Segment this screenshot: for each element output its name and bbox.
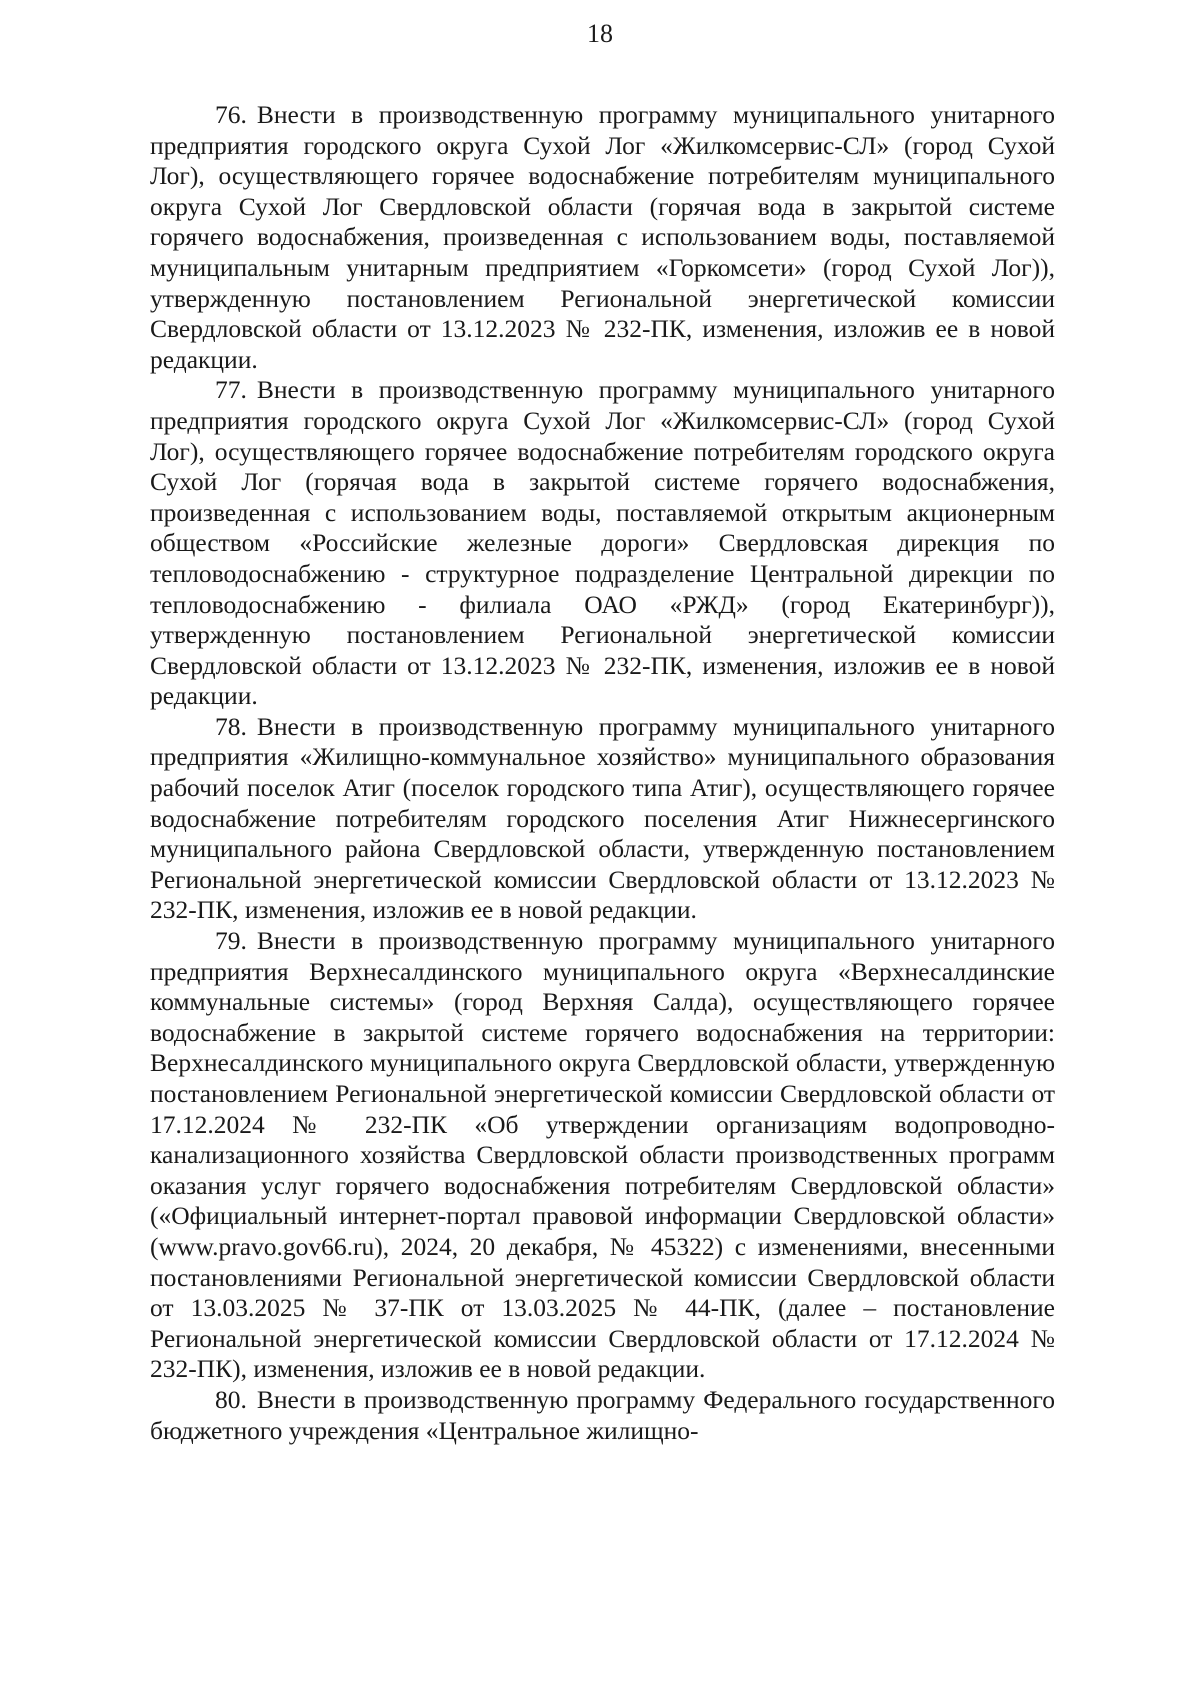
paragraph-77 (150, 375, 1055, 712)
paragraph-number: 77. (215, 375, 247, 405)
paragraph-text: Внести в производственную программу муниципального унитарного предприятия «Жилищно-коммунальное хозяйство» муниципального образования рабочий поселок Атиг (поселок городского типа Атиг), осуществляющего горячее водоснабжение потребителям городского поселения Атиг Нижнесергинского муниципального района Свердловской области, утвержденную постановлением Региональной энергетической комиссии Свердловской области от 13.12.2023 № 232-ПК, изменения, изложив ее в новой редакции. (150, 711, 1055, 925)
paragraph-number: 76. (215, 100, 247, 129)
paragraph-number: 80. (215, 1384, 247, 1414)
paragraph-number: 78. (215, 711, 247, 741)
paragraph-text: Внести в производственную программу муниципального унитарного предприятия городского округа Сухой Лог «Жилкомсервис-СЛ» (город Сухой Лог), осуществляющего горячее водоснабжение потребителям муниципального округа Сухой Лог Свердловской области (горячая вода в закрытой системе горячего водоснабжения, произведенная с использованием воды, поставляемой муниципальным унитарным предприятием «Горкомсети» (город Сухой Лог)), утвержденную постановлением Региональной энергетической комиссии Свердловской области от 13.12.2023 № 232-ПК, изменения, изложив ее в новой редакции. (150, 100, 1055, 374)
paragraph-78 (150, 712, 1055, 926)
paragraph-text: Внести в производственную программу муниципального унитарного предприятия Верхнесалдинского муниципального округа «Верхнесалдинские коммунальные системы» (город Верхняя Салда), осуществляющего горячее водоснабжение в закрытой системе горячего водоснабжения на территории: Верхнесалдинского муниципального округа Свердловской области, утвержденную постановлением Региональной энергетической комиссии Свердловской области от 17.12.2024 № 232-ПК «Об утверждении организациям водопроводно-канализационного хозяйства Свердловской области производственных программ оказания услуг горячего водоснабжения потребителям Свердловской области» («Официальный интернет-портал правовой информации Свердловской области» (www.pravo.gov66.ru), 2024, 20 декабря, № 45322) с изменениями, внесенными постановлениями Региональной энергетической комиссии Свердловской области от 13.03.2025 № 37-ПК от 13.03.2025 № 44-ПК, (далее – постановление Региональной энергетической комиссии Свердловской области от 17.12.2024 № 232-ПК), изменения, изложив ее в новой редакции. (150, 926, 1055, 1384)
document-body (150, 100, 1055, 1446)
page-number: 18 (587, 19, 613, 48)
paragraph-79 (150, 926, 1055, 1385)
paragraph-80 (150, 1385, 1055, 1446)
paragraph-text: Внести в производственную программу муниципального унитарного предприятия городского округа Сухой Лог «Жилкомсервис-СЛ» (город Сухой Лог), осуществляющего горячее водоснабжение потребителям городского округа Сухой Лог (горячая вода в закрытой системе горячего водоснабжения, произведенная с использованием воды, поставляемой открытым акционерным обществом «Российские железные дороги» Свердловская дирекция по тепловодоснабжению - структурное подразделение Центральной дирекции по тепловодоснабжению - филиала ОАО «РЖД» (город Екатеринбург)), утвержденную постановлением Региональной энергетической комиссии Свердловской области от 13.12.2023 № 232-ПК, изменения, изложив ее в новой редакции. (150, 375, 1055, 711)
paragraph-text: Внести в производственную программу Федерального государственного бюджетного учреждения «Центральное жилищно- (150, 1384, 1055, 1445)
paragraph-76 (150, 100, 1055, 375)
paragraph-number: 79. (215, 926, 247, 956)
